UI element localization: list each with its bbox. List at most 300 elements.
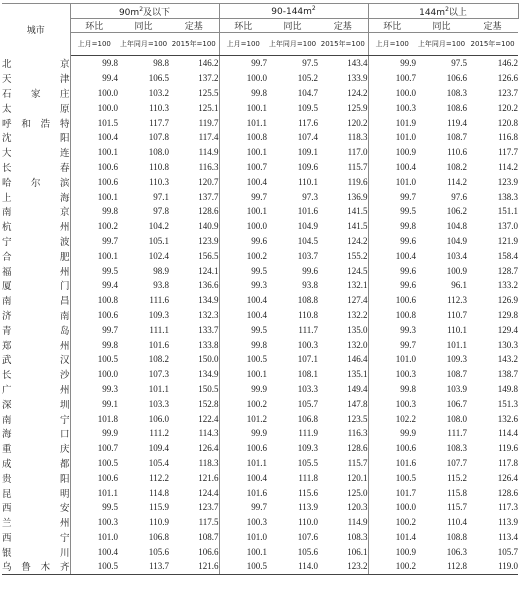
cell-mom-90-below: 100.5	[70, 559, 118, 574]
cell-base-90-below: 150.0	[169, 352, 219, 367]
cell-base-90-below: 133.7	[169, 322, 219, 337]
cell-mom-90-144: 99.8	[251, 339, 267, 350]
cell-yoy-90-144: 105.5	[297, 457, 318, 468]
cell-base-90-144: 132.2	[318, 308, 368, 323]
cell-yoy-90-144: 99.6	[302, 265, 318, 276]
cell-mom-90-144: 99.3	[251, 280, 267, 291]
cell-mom-90-below: 100.0	[97, 102, 118, 113]
cell-yoy-144-above: 108.3	[446, 443, 468, 454]
cell-base-90-144: 135.0	[318, 322, 368, 337]
cell-mom-144-above: 100.7	[395, 73, 417, 84]
cell-base-90-below: 116.3	[169, 160, 219, 175]
cell-mom-90-144: 101.6	[246, 487, 267, 498]
cell-mom-90-144: 100.4	[246, 472, 267, 483]
measure-yoy: 同比	[416, 19, 467, 33]
cell-base-144-above: 120.8	[497, 117, 519, 128]
cell-base-144-above: 114.2	[498, 161, 519, 172]
cell-yoy-144-above: 108.8	[446, 531, 468, 542]
cell-mom-144-above: 99.9	[400, 58, 417, 69]
cell-base-90-below: 124.1	[169, 263, 219, 278]
cell-yoy-144-above: 110.4	[447, 517, 468, 528]
table-body	[2, 56, 518, 575]
city-name: 西安	[2, 500, 70, 515]
cell-base-90-below: 128.6	[169, 204, 219, 219]
cell-base-90-below: 117.5	[169, 515, 219, 530]
measure-base: 定基	[467, 19, 518, 33]
cell-yoy-90-144: 107.4	[297, 132, 318, 143]
cell-base-90-144: 133.9	[318, 71, 368, 86]
cell-yoy-90-below: 104.2	[148, 221, 169, 232]
cell-yoy-90-below: 98.9	[153, 265, 169, 276]
cell-mom-90-below: 100.4	[97, 546, 118, 557]
cell-base-144-above: 158.4	[497, 250, 519, 261]
cell-mom-90-below: 101.8	[97, 413, 118, 424]
cell-yoy-90-144: 107.6	[297, 531, 318, 542]
cell-base-90-below: 124.4	[169, 485, 219, 500]
cell-yoy-90-144: 104.7	[297, 87, 318, 98]
cell-yoy-90-144: 93.8	[302, 280, 318, 291]
cell-base-90-144: 135.1	[318, 367, 368, 382]
cell-yoy-90-below: 111.1	[149, 324, 169, 335]
cell-yoy-90-144: 109.6	[297, 161, 318, 172]
city-name: 青岛	[2, 322, 70, 337]
cell-mom-90-144: 99.8	[251, 87, 267, 98]
cell-yoy-144-above: 107.7	[446, 457, 468, 468]
cell-mom-144-above: 99.7	[400, 191, 417, 202]
cell-base-90-below: 140.9	[169, 219, 219, 234]
cell-base-144-above: 137.0	[497, 221, 519, 232]
cell-base-90-144: 106.1	[318, 544, 368, 559]
cell-mom-90-144: 100.4	[246, 176, 267, 187]
cell-mom-144-above: 100.4	[395, 161, 417, 172]
cell-base-90-144: 116.3	[318, 426, 368, 441]
group-label-suffix: 以上	[448, 7, 467, 18]
cell-base-90-144: 146.4	[318, 352, 368, 367]
cell-base-90-144: 120.1	[318, 470, 368, 485]
cell-base-90-144: 114.9	[318, 515, 368, 530]
cell-yoy-90-144: 111.9	[298, 428, 318, 439]
table-header	[2, 4, 518, 56]
table-row	[2, 248, 518, 263]
cell-base-90-144: 115.7	[318, 456, 368, 471]
cell-base-90-144: 123.2	[318, 559, 368, 574]
cell-base-90-144: 132.1	[318, 278, 368, 293]
cell-yoy-90-below: 107.8	[148, 132, 169, 143]
table-row	[2, 441, 518, 456]
cell-mom-90-144: 100.3	[246, 517, 267, 528]
cell-base-90-144: 127.4	[318, 293, 368, 308]
cell-yoy-90-below: 103.2	[148, 87, 169, 98]
cell-mom-90-144: 99.7	[251, 58, 267, 69]
table-row	[2, 515, 518, 530]
measure-yoy: 同比	[118, 19, 169, 33]
cell-yoy-90-144: 110.0	[298, 517, 318, 528]
cell-mom-144-above: 99.8	[400, 383, 417, 394]
cell-base-90-below: 132.3	[169, 308, 219, 323]
base-same-month-last-year: 上年同月=100	[267, 33, 318, 56]
cell-mom-144-above: 100.3	[395, 102, 417, 113]
cell-mom-144-above: 100.6	[395, 295, 417, 306]
cell-yoy-90-below: 117.7	[149, 117, 169, 128]
table-row	[2, 115, 518, 130]
city-name: 北京	[2, 56, 70, 71]
cell-yoy-90-below: 109.4	[148, 443, 169, 454]
cell-mom-144-above: 100.2	[368, 559, 416, 574]
base-2015: 2015年=100	[318, 33, 368, 56]
cell-mom-144-above: 100.3	[395, 369, 417, 380]
cell-mom-90-below: 100.0	[97, 87, 118, 98]
cell-mom-90-144: 101.0	[246, 531, 267, 542]
cell-base-144-above: 130.3	[497, 339, 519, 350]
table-row	[2, 456, 518, 471]
cell-yoy-144-above: 108.7	[446, 369, 468, 380]
cell-base-90-below: 122.4	[169, 411, 219, 426]
cell-mom-144-above: 101.0	[395, 132, 417, 143]
cell-mom-90-144: 100.4	[246, 309, 267, 320]
cell-yoy-90-144: 110.1	[298, 176, 318, 187]
cell-yoy-90-144: 104.5	[297, 235, 318, 246]
cell-mom-90-below: 100.1	[97, 191, 118, 202]
city-name: 宁波	[2, 234, 70, 249]
cell-mom-90-144: 99.6	[251, 235, 267, 246]
cell-yoy-144-above: 115.7	[447, 502, 468, 513]
city-name: 石家庄	[2, 86, 70, 101]
cell-base-90-below: 121.6	[169, 559, 219, 574]
measure-base: 定基	[169, 19, 219, 33]
cell-yoy-144-above: 108.2	[446, 161, 468, 172]
cell-yoy-90-144: 97.3	[302, 191, 318, 202]
cell-yoy-144-above: 103.4	[446, 250, 468, 261]
city-name: 西宁	[2, 530, 70, 545]
cell-mom-90-below: 100.6	[97, 161, 118, 172]
cell-base-90-144: 108.3	[318, 530, 368, 545]
city-name: 福州	[2, 263, 70, 278]
cell-base-90-144: 125.9	[318, 100, 368, 115]
city-name: 成都	[2, 456, 70, 471]
cell-yoy-90-below: 110.8	[149, 161, 169, 172]
cell-mom-90-144: 100.1	[246, 206, 267, 217]
city-name: 天津	[2, 71, 70, 86]
city-name: 上海	[2, 189, 70, 204]
cell-yoy-90-below: 109.3	[148, 309, 169, 320]
cell-yoy-144-above: 106.3	[446, 546, 468, 557]
cell-base-144-above: 126.9	[497, 295, 519, 306]
cell-yoy-90-below: 106.8	[148, 531, 169, 542]
cell-base-144-above: 123.7	[497, 87, 519, 98]
cell-yoy-90-below: 105.6	[148, 546, 169, 557]
cell-base-90-144: 119.6	[318, 174, 368, 189]
cell-yoy-90-144: 108.8	[297, 295, 318, 306]
cell-mom-90-144: 100.1	[246, 102, 267, 113]
cell-mom-90-below: 99.8	[102, 58, 118, 69]
cell-base-90-144: 120.3	[318, 500, 368, 515]
cell-mom-90-below: 99.1	[102, 398, 118, 409]
cell-yoy-90-144: 114.0	[267, 559, 318, 574]
cell-mom-90-below: 100.1	[97, 147, 118, 158]
cell-yoy-90-144: 109.5	[297, 102, 318, 113]
cell-base-144-above: 128.7	[497, 265, 519, 276]
cell-yoy-90-below: 114.8	[149, 487, 169, 498]
cell-yoy-90-below: 115.9	[149, 502, 169, 513]
cell-base-90-144: 141.5	[318, 204, 368, 219]
cell-yoy-144-above: 104.8	[446, 221, 468, 232]
cell-mom-144-above: 101.7	[395, 487, 417, 498]
cell-base-90-below: 134.9	[169, 367, 219, 382]
cell-mom-90-144: 100.2	[246, 398, 267, 409]
cell-yoy-90-144: 100.3	[297, 339, 318, 350]
city-name: 长沙	[2, 367, 70, 382]
cell-yoy-90-144: 105.6	[297, 546, 318, 557]
cell-base-144-above: 121.9	[497, 235, 519, 246]
cell-yoy-144-above: 112.3	[447, 295, 468, 306]
cell-mom-90-144: 100.6	[246, 443, 267, 454]
cell-mom-144-above: 100.6	[395, 443, 417, 454]
cell-base-144-above: 132.6	[497, 413, 519, 424]
cell-mom-90-144: 100.7	[246, 161, 267, 172]
cell-yoy-90-144: 104.9	[297, 221, 318, 232]
cell-yoy-144-above: 115.2	[447, 472, 468, 483]
cell-base-144-above: 120.2	[497, 102, 519, 113]
cell-base-144-above: 117.8	[498, 457, 519, 468]
city-name: 海口	[2, 426, 70, 441]
cell-base-90-below: 133.8	[169, 337, 219, 352]
cell-yoy-90-144: 103.3	[297, 383, 318, 394]
cell-base-144-above: 113.4	[498, 531, 519, 542]
measure-mom: 环比	[70, 19, 118, 33]
cell-yoy-144-above: 111.7	[447, 428, 468, 439]
cell-mom-144-above: 100.9	[395, 546, 417, 557]
cell-yoy-90-below: 108.0	[148, 147, 169, 158]
cell-base-90-below: 108.7	[169, 530, 219, 545]
cell-mom-144-above: 100.5	[395, 472, 417, 483]
city-name: 昆明	[2, 485, 70, 500]
cell-yoy-90-below: 106.0	[148, 413, 169, 424]
cell-mom-90-144: 99.7	[251, 191, 267, 202]
cell-base-144-above: 138.7	[497, 369, 519, 380]
cell-yoy-90-below: 112.2	[149, 472, 169, 483]
group-header-90-144	[219, 4, 368, 19]
cell-base-90-144: 123.5	[318, 411, 368, 426]
city-name: 兰州	[2, 515, 70, 530]
cell-yoy-90-below: 107.3	[148, 369, 169, 380]
cell-yoy-90-144: 108.1	[297, 369, 318, 380]
cell-mom-144-above: 99.8	[400, 221, 417, 232]
cell-yoy-144-above: 108.0	[446, 413, 468, 424]
measure-yoy: 同比	[267, 19, 318, 33]
table-row	[2, 485, 518, 500]
cell-base-144-above: 138.3	[497, 191, 519, 202]
cell-base-90-144: 147.8	[318, 396, 368, 411]
cell-yoy-90-144: 103.7	[297, 250, 318, 261]
cell-yoy-144-above: 110.7	[447, 309, 468, 320]
cell-mom-90-below: 100.5	[97, 354, 118, 365]
cell-mom-90-144: 100.5	[246, 354, 267, 365]
cell-yoy-90-144: 97.5	[302, 58, 318, 69]
cell-base-90-below: 126.4	[169, 441, 219, 456]
cell-mom-90-below: 99.4	[102, 280, 118, 291]
city-column-header: 城市	[2, 4, 70, 56]
cell-mom-90-below: 100.6	[97, 176, 118, 187]
cell-yoy-90-below: 105.4	[148, 457, 169, 468]
cell-base-90-below: 150.5	[169, 382, 219, 397]
cell-base-90-below: 137.7	[169, 189, 219, 204]
cell-yoy-90-144: 113.9	[298, 502, 318, 513]
cell-mom-144-above: 99.6	[400, 280, 417, 291]
cell-mom-90-below: 99.9	[102, 428, 118, 439]
cell-base-144-above: 146.2	[497, 58, 519, 69]
cell-yoy-90-below: 101.6	[148, 339, 169, 350]
base-same-month-last-year: 上年同月=100	[118, 33, 169, 56]
table-row	[2, 500, 518, 515]
cell-mom-90-144: 100.8	[246, 132, 267, 143]
cell-base-90-below: 106.6	[169, 544, 219, 559]
cell-mom-144-above: 102.2	[395, 413, 417, 424]
table-row	[2, 382, 518, 397]
cell-base-90-144: 124.2	[318, 234, 368, 249]
cell-yoy-90-below: 110.3	[149, 102, 169, 113]
cell-yoy-90-144: 105.7	[297, 398, 318, 409]
cell-mom-144-above: 100.2	[395, 517, 417, 528]
group-sup: 2	[445, 5, 449, 13]
cell-mom-90-144: 99.5	[251, 324, 267, 335]
table-row	[2, 322, 518, 337]
cell-base-90-below: 121.6	[169, 470, 219, 485]
cell-mom-144-above: 101.4	[395, 531, 417, 542]
cell-mom-90-144: 100.1	[246, 546, 267, 557]
cell-mom-144-above: 101.0	[395, 354, 417, 365]
cell-yoy-90-144: 107.1	[297, 354, 318, 365]
city-name: 沈阳	[2, 130, 70, 145]
table-row	[2, 160, 518, 175]
cell-base-144-above: 128.6	[497, 487, 519, 498]
cell-mom-90-below: 101.1	[97, 487, 118, 498]
table-row	[2, 308, 518, 323]
city-name: 长春	[2, 160, 70, 175]
cell-mom-90-below: 99.5	[102, 265, 118, 276]
cell-base-90-below: 134.9	[169, 293, 219, 308]
cell-mom-144-above: 101.0	[395, 176, 417, 187]
cell-yoy-90-144: 109.3	[297, 443, 318, 454]
table-row	[2, 278, 518, 293]
cell-base-144-above: 129.8	[497, 309, 519, 320]
table-row	[2, 352, 518, 367]
group-header-90-and-below	[70, 4, 219, 19]
group-label: 144m	[419, 7, 446, 18]
cell-yoy-90-below: 97.8	[153, 206, 169, 217]
cell-base-90-below: 120.7	[169, 174, 219, 189]
header-row-bases	[2, 33, 518, 56]
cell-yoy-144-above: 112.8	[416, 559, 467, 574]
cell-base-144-above: 133.2	[497, 280, 519, 291]
cell-mom-90-below: 99.4	[102, 73, 118, 84]
cell-yoy-90-144: 111.8	[298, 472, 318, 483]
cell-mom-90-below: 99.8	[102, 206, 118, 217]
table-row	[2, 411, 518, 426]
base-last-month: 上月=100	[368, 33, 416, 56]
cell-yoy-144-above: 110.6	[447, 147, 468, 158]
city-name: 南昌	[2, 293, 70, 308]
cell-base-90-144: 115.7	[318, 160, 368, 175]
cell-mom-90-below: 100.0	[97, 369, 118, 380]
city-name: 南宁	[2, 411, 70, 426]
cell-base-90-below: 117.4	[169, 130, 219, 145]
city-name: 深圳	[2, 396, 70, 411]
cell-mom-144-above: 99.6	[400, 265, 417, 276]
group-label: 90m	[118, 7, 140, 18]
cell-mom-90-144: 101.1	[246, 457, 267, 468]
cell-yoy-144-above: 108.3	[446, 87, 468, 98]
cell-mom-90-below: 100.5	[97, 457, 118, 468]
cell-yoy-90-below: 105.1	[148, 235, 169, 246]
cell-yoy-144-above: 106.7	[446, 398, 468, 409]
group-label-suffix: 及以下	[143, 7, 171, 18]
city-name: 南京	[2, 204, 70, 219]
price-index-table	[2, 3, 519, 575]
cell-mom-144-above: 101.9	[395, 117, 417, 128]
table-row	[2, 71, 518, 86]
cell-yoy-144-above: 108.7	[446, 132, 468, 143]
table-row	[2, 559, 518, 574]
cell-yoy-90-144: 110.8	[298, 309, 318, 320]
cell-base-90-below: 125.1	[169, 100, 219, 115]
header-row-groups	[2, 4, 518, 19]
cell-mom-144-above: 100.3	[395, 398, 417, 409]
cell-base-144-above: 149.8	[497, 383, 519, 394]
cell-yoy-144-above: 97.6	[451, 191, 468, 202]
cell-mom-90-below: 100.1	[97, 250, 118, 261]
cell-base-144-above: 143.2	[497, 354, 519, 365]
group-label: 90-144m	[271, 7, 312, 17]
cell-base-144-above: 114.4	[498, 428, 519, 439]
cell-mom-90-144: 99.9	[251, 428, 267, 439]
city-name: 贵阳	[2, 470, 70, 485]
cell-base-90-144: 155.2	[318, 248, 368, 263]
cell-mom-90-144: 101.1	[246, 117, 267, 128]
cell-mom-90-144: 100.2	[246, 250, 267, 261]
cell-yoy-90-below: 98.8	[153, 58, 169, 69]
cell-mom-90-below: 99.3	[102, 383, 118, 394]
table-row	[2, 470, 518, 485]
cell-base-90-below: 152.8	[169, 396, 219, 411]
cell-mom-90-144: 100.1	[246, 369, 267, 380]
cell-base-144-above: 117.7	[498, 147, 519, 158]
cell-base-90-144: 141.5	[318, 219, 368, 234]
city-name: 大连	[2, 145, 70, 160]
cell-base-90-144: 136.9	[318, 189, 368, 204]
group-header-144-and-above	[368, 4, 518, 19]
table-row	[2, 544, 518, 559]
cell-yoy-90-144: 106.8	[297, 413, 318, 424]
cell-mom-90-below: 100.2	[97, 221, 118, 232]
table-row	[2, 204, 518, 219]
cell-base-90-144: 125.0	[318, 485, 368, 500]
table-row	[2, 367, 518, 382]
cell-mom-144-above: 99.5	[400, 206, 417, 217]
cell-base-90-144: 117.0	[318, 145, 368, 160]
cell-mom-144-above: 99.9	[400, 428, 417, 439]
cell-mom-90-below: 100.7	[97, 443, 118, 454]
cell-mom-90-144: 99.7	[251, 502, 267, 513]
city-name: 济南	[2, 308, 70, 323]
city-name: 呼和浩特	[2, 115, 70, 130]
cell-yoy-90-below: 102.4	[148, 250, 169, 261]
cell-yoy-144-above: 119.4	[447, 117, 468, 128]
cell-yoy-144-above: 104.9	[446, 235, 468, 246]
cell-mom-90-below: 100.6	[97, 309, 118, 320]
city-name: 杭州	[2, 219, 70, 234]
header-row-measures	[2, 19, 518, 33]
cell-mom-90-144: 99.5	[251, 265, 267, 276]
